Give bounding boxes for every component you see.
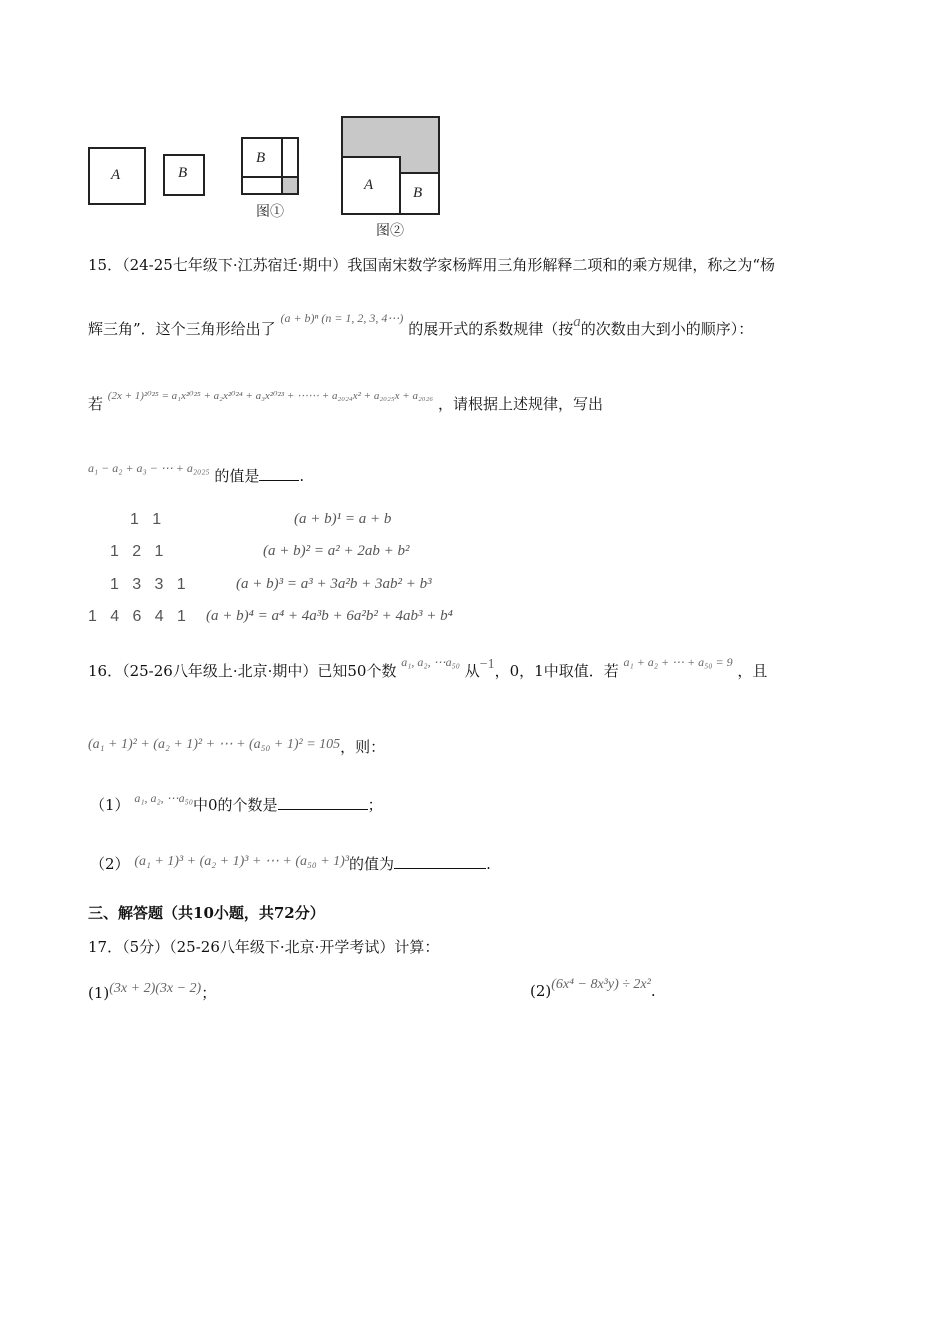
pascal-row-2: 1 2 1 (110, 543, 164, 560)
pascal-row-3: 1 3 3 1 (110, 576, 186, 593)
q16-sub2-end: . (486, 855, 491, 873)
pascal-formula-3: (a + b)³ = a³ + 3a²b + 3ab² + b³ (236, 576, 432, 592)
q17-number: 17． (88, 938, 123, 956)
figure-2 (341, 116, 440, 215)
q16-sub2-label: （2） (90, 855, 130, 873)
q16-formula-neg1: −1 (479, 657, 495, 672)
pascal-formula-1: (a + b)¹ = a + b (294, 511, 392, 527)
q15-answer-blank[interactable] (259, 480, 299, 481)
q16-text-1d: ，且 (737, 662, 768, 680)
q17-part2-label: (2) (530, 982, 552, 1000)
figure-1-drawing (241, 137, 299, 195)
pascal-formula-4: (a + b)⁴ = a⁴ + 4a³b + 6a²b² + 4ab³ + b⁴ (206, 608, 453, 624)
q15-number: 15． (88, 256, 123, 274)
q16-formula-squares: (a₁ + 1)² + (a₂ + 1)² + ⋯ + (a₅₀ + 1)² = 105 (88, 737, 341, 752)
q16-text-1b: 从 (464, 662, 480, 680)
q15-text-3a: 若 (88, 395, 104, 413)
q16-sub2-formula: (a₁ + 1)³ + (a₂ + 1)³ + ⋯ + (a₅₀ + 1)³ (134, 854, 350, 869)
q16-sub1-text: 中0的个数是 (193, 796, 278, 814)
figure-2-caption: 图② (376, 223, 404, 239)
pascal-formula-2: (a + b)² = a² + 2ab + b² (263, 543, 410, 559)
q15-line4 (88, 461, 305, 486)
q15-formula-expansion: (2x + 1)²⁰²⁵ = a₁x²⁰²⁵ + a₂x²⁰²⁴ + a₃x²⁰²³ + ⋯⋯ + a₂₀₂₄x² + a₂₀₂₅x + a₂₀₂₆ (107, 390, 434, 402)
section-3-title: 三、解答题（共10小题，共72分） (88, 904, 325, 922)
q16-line2 (88, 736, 385, 757)
q17-part2 (530, 977, 656, 1001)
q16-text-2b: ，则： (340, 738, 386, 756)
q17-part2-formula: (6x⁴ − 8x³y) ÷ 2x² (551, 977, 651, 992)
q15-text-4b: 的值是 (214, 467, 260, 485)
q15-line3 (88, 390, 604, 414)
q16-sub1-formula: a₁, a₂, ⋯a₅₀ (134, 791, 194, 805)
q15-line1 (88, 254, 775, 275)
q17-part2-end: . (650, 982, 656, 1000)
figure-square-a-label: A (111, 167, 121, 183)
q15-formula-alternating-sum: a₁ − a₂ + a₃ − ⋯ + a₂₀₂₅ (88, 461, 210, 475)
figure-1 (241, 137, 299, 195)
q15-var-a: a (573, 314, 581, 330)
figure-2-b-label: B (413, 185, 423, 201)
q16-line1 (88, 655, 768, 681)
q17-text: （5分）（25-26八年级下·北京·开学考试）计算： (122, 938, 440, 956)
figure-square-b-label: B (178, 165, 188, 181)
q17-part1-label: (1) (88, 984, 110, 1002)
q15-line2 (88, 311, 754, 339)
q16-number: 16． (88, 662, 123, 680)
figure-2-drawing (341, 116, 440, 215)
q16-text-1c: ，0，1中取值．若 (494, 662, 619, 680)
q15-formula-binomial: (a + b)ⁿ (n = 1, 2, 3, 4⋯) (280, 311, 404, 325)
q16-sub1-answer-blank[interactable] (278, 809, 368, 810)
q16-sub2-text: 的值为 (349, 855, 395, 873)
q16-sub1-label: （1） (90, 796, 130, 814)
q17-part1-end: ； (201, 984, 217, 1002)
q15-end: . (299, 467, 305, 485)
q15-text-2c: 的次数由大到小的顺序）： (580, 320, 754, 338)
q17-part1 (88, 982, 216, 1003)
q16-sub1-end: ； (367, 796, 383, 814)
pascal-row-1: 1 1 (130, 511, 162, 528)
q17-line (88, 936, 439, 957)
q16-text-1a: （25-26八年级上·北京·期中）已知50个数 (122, 662, 397, 680)
q16-sub2 (90, 853, 491, 874)
figure-2-a-label: A (364, 177, 374, 193)
pascal-row-4: 1 4 6 4 1 (88, 608, 186, 625)
figure-1-b-label: B (256, 150, 266, 166)
q15-text-2a: 辉三角”．这个三角形给出了 (88, 320, 276, 338)
q16-sub1 (90, 791, 383, 815)
q16-formula-sum: a₁ + a₂ + ⋯ + a₅₀ = 9 (623, 655, 733, 669)
q15-text-2b: 的展开式的系数规律（按 (408, 320, 574, 338)
figure-1-caption: 图① (256, 204, 284, 220)
q15-text-1: （24-25七年级下·江苏宿迁·期中）我国南宋数学家杨辉用三角形解释二项和的乘方规律，称之为“杨 (122, 256, 776, 274)
q15-text-3b: ，请根据上述规律，写出 (438, 395, 604, 413)
q17-part1-formula: (3x + 2)(3x − 2) (109, 981, 202, 996)
q16-sub2-answer-blank[interactable] (394, 868, 486, 869)
q16-formula-seq: a₁, a₂, ⋯a₅₀ (401, 655, 460, 669)
